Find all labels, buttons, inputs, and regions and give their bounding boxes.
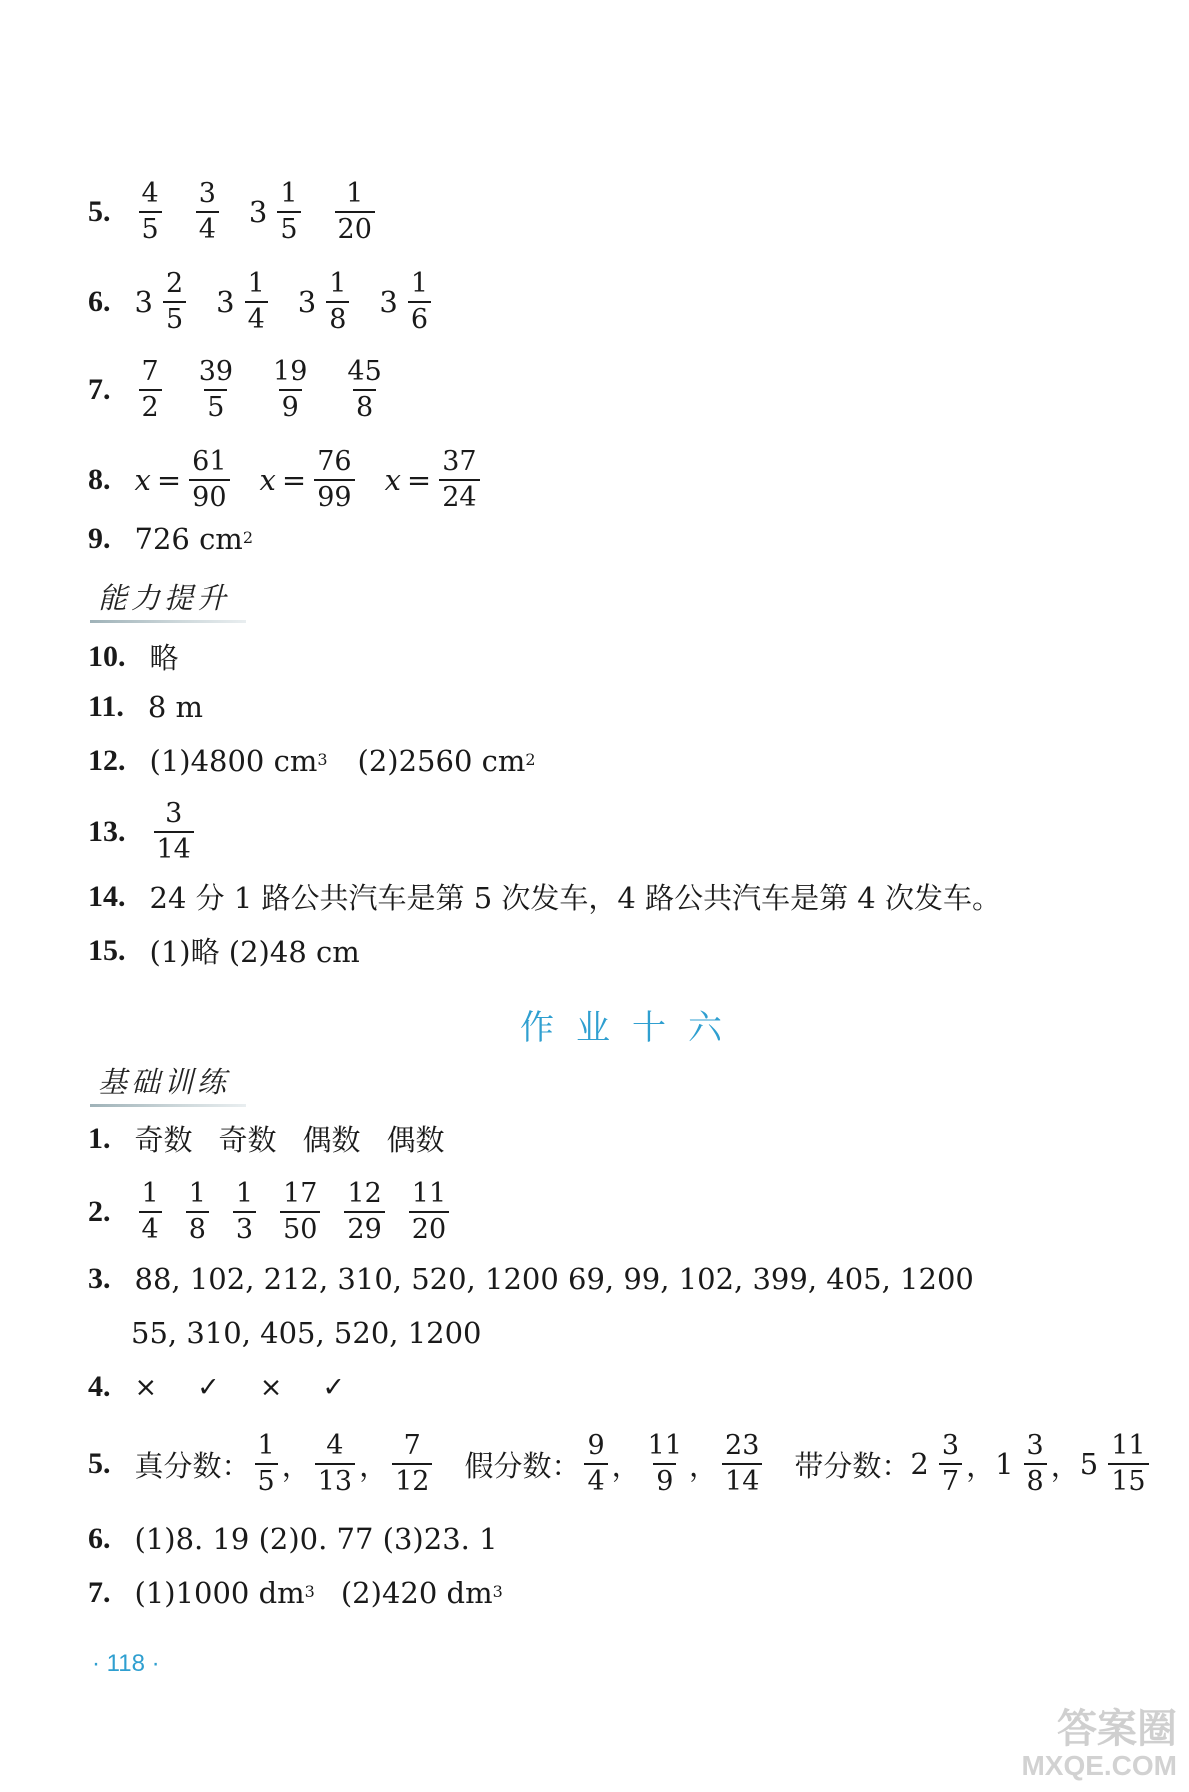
denominator: 29 [344,1211,384,1244]
whole-part: 3 [297,285,317,320]
denominator: 7 [939,1463,962,1496]
denominator: 9 [279,389,302,422]
numerator: 1 [280,178,298,209]
fraction [135,358,166,423]
denominator: 99 [314,479,354,512]
numerator: 1 [257,1430,275,1461]
proper-label: 真分数： [134,1448,251,1483]
answer-part-1: (1)1000 dm [134,1576,305,1610]
numerator: 1 [247,268,265,299]
fraction [340,358,388,423]
answer-line-b7 [88,1576,503,1610]
denominator: 24 [439,479,479,512]
answer-line-b4 [88,1370,385,1404]
answer-line-b3-continued [131,1316,482,1350]
separator: ， [611,1448,641,1483]
question-number: 8. [88,463,111,497]
denominator: 4 [196,211,219,244]
whole-part: 5 [1079,1447,1099,1482]
numerator: 7 [403,1430,421,1461]
fraction [315,1432,355,1497]
fraction [340,1180,388,1245]
denominator: 8 [353,389,376,422]
denominator: 5 [255,1463,278,1496]
numerator: 39 [198,356,234,387]
fraction [722,1432,762,1497]
fraction [645,1432,685,1497]
section-title-basic: 基础训练 [90,1060,240,1107]
whole-part: 3 [216,285,235,320]
section-title-ability: 能力提升 [90,576,240,623]
denominator: 14 [722,1463,762,1496]
denominator: 4 [139,1211,162,1244]
unit-exponent: 3 [304,1581,315,1601]
denominator: 6 [408,301,431,334]
fraction [276,1180,324,1245]
fraction [1024,1432,1047,1497]
numerator: 4 [141,178,159,209]
equation [260,448,359,513]
denominator: 3 [233,1211,256,1244]
answer-line-b1 [88,1118,471,1159]
numerator: 1 [410,268,429,299]
answer-word: 奇数 [218,1123,277,1157]
cross-mark-icon: × [259,1371,283,1403]
answer-line-5 [88,180,405,245]
answer-line-b3 [88,1262,974,1296]
question-number: 5. [88,1447,111,1481]
separator: ， [689,1448,719,1483]
question-number: 3. [88,1262,111,1295]
answer-part-2: (2)2560 cm [357,744,526,778]
answer-line-10 [88,636,179,677]
separator: ， [1050,1448,1080,1483]
denominator: 90 [189,479,229,512]
denominator: 20 [409,1211,449,1244]
numerator: 11 [411,1178,447,1209]
whole-part: 3 [134,285,153,320]
unit-exponent: 2 [525,749,536,769]
fraction [154,800,194,865]
separator: ， [966,1448,996,1483]
denominator: 2 [139,389,162,422]
question-number: 9. [88,522,111,555]
equals-sign: = [156,463,182,498]
watermark-url: MXQE.COM [1021,1750,1177,1782]
whole-part: 3 [379,285,398,320]
fraction [255,1432,278,1497]
numerator: 3 [941,1430,960,1461]
mixed-number [216,270,272,335]
fraction [266,358,314,423]
denominator: 9 [653,1463,676,1496]
answer-line-b6 [88,1522,498,1556]
whole-part: 1 [995,1447,1014,1482]
whole-part: 2 [910,1447,929,1482]
answer-line-14 [88,876,1001,917]
denominator: 4 [584,1463,607,1496]
numerator: 76 [317,446,352,477]
fraction [135,180,166,245]
watermark-title: 答案圈 [1057,1707,1177,1752]
numerator: 12 [347,1178,382,1209]
fraction [392,1432,432,1497]
question-number: 7. [88,1576,111,1609]
numerator: 3 [165,798,183,829]
denominator: 20 [335,211,375,244]
question-number: 1. [88,1121,111,1155]
numerator: 3 [1026,1430,1044,1461]
improper-label: 假分数： [464,1448,581,1483]
answer-line-6 [88,270,461,335]
fraction [192,180,223,245]
unit-exponent: 3 [317,749,328,769]
equation [135,448,234,513]
numerator: 2 [165,268,184,299]
question-number: 6. [88,1522,111,1555]
fraction [939,1432,962,1497]
fraction [229,1180,260,1245]
denominator: 14 [154,831,194,864]
answer-text: 726 cm [134,522,243,556]
whole-part: 3 [248,195,268,230]
fraction [135,1180,166,1245]
answer-line-8 [88,448,510,513]
answer-line-b5 [88,1432,1153,1497]
denominator: 12 [392,1463,432,1496]
question-number: 12. [88,744,126,777]
mixed-number [249,180,305,245]
answer-word: 奇数 [134,1123,193,1157]
denominator: 15 [1108,1463,1148,1496]
check-mark-icon: ✓ [197,1371,220,1403]
fraction [1108,1432,1148,1497]
denominator: 13 [315,1463,355,1496]
answer-text: (1)8. 19 (2)0. 77 (3)23. 1 [134,1522,498,1556]
question-number: 10. [88,639,126,673]
answer-line-9 [88,522,253,556]
check-mark-icon: ✓ [322,1371,345,1403]
mixed-number [298,270,354,335]
question-number: 15. [88,933,126,967]
numerator: 4 [326,1430,344,1461]
answer-line-7 [88,358,415,423]
answer-word: 偶数 [386,1123,445,1157]
fraction [405,1180,453,1245]
numerator: 1 [329,268,347,299]
unit-exponent: 3 [492,1581,503,1601]
answer-text: 88, 102, 212, 310, 520, 1200 69, 99, 102, 399, 405, 1200 [134,1262,974,1296]
question-number: 14. [88,879,126,913]
question-number: 5. [88,195,111,229]
equation [385,448,484,513]
numerator: 1 [188,1178,206,1209]
denominator: 8 [186,1211,209,1244]
answer-line-b2 [88,1180,469,1245]
answer-text: (1)略 (2)48 cm [149,935,360,969]
watermark-logo [1021,1707,1177,1782]
answer-line-15 [88,930,360,971]
cross-mark-icon: × [134,1371,158,1403]
unit-exponent: 2 [242,527,253,547]
answer-word: 偶数 [302,1123,361,1157]
answer-part-1: (1)4800 cm [149,744,318,778]
numerator: 7 [141,356,159,387]
numerator: 37 [442,446,477,477]
denominator: 5 [204,389,227,422]
answer-text: 24 分 1 路公共汽车是第 5 次发车，4 路公共汽车是第 4 次发车。 [149,881,1001,915]
denominator: 4 [245,301,268,334]
answer-text: 55, 310, 405, 520, 1200 [131,1316,482,1350]
answer-line-11 [88,690,203,724]
numerator: 11 [1111,1430,1146,1461]
numerator: 3 [198,178,216,209]
fraction [584,1432,607,1497]
answer-line-13 [88,800,198,865]
answer-text: 略 [149,641,179,675]
question-number: 4. [88,1370,111,1403]
answer-line-12 [88,744,536,778]
mixed-number [379,270,435,335]
question-number: 13. [88,815,126,849]
numerator: 9 [587,1430,605,1461]
assignment-heading: 作业十六 [520,1008,744,1048]
answer-text: 8 m [147,690,204,724]
question-number: 11. [88,690,124,723]
numerator: 1 [346,178,364,209]
question-number: 7. [88,373,111,407]
equals-sign: = [406,463,432,498]
separator: ， [359,1448,389,1483]
fraction [331,180,379,245]
numerator: 1 [141,1178,159,1209]
mixed-number [135,270,191,335]
denominator: 8 [326,301,349,334]
answer-part-2: (2)420 dm [340,1576,493,1610]
separator: ， [281,1448,311,1483]
numerator: 61 [192,446,227,477]
numerator: 23 [725,1430,760,1461]
page-number: · 118 · [92,1650,160,1677]
question-number: 2. [88,1195,111,1229]
denominator: 5 [139,211,162,244]
mixed-label: 带分数： [794,1448,911,1483]
numerator: 1 [235,1178,254,1209]
denominator: 8 [1024,1463,1047,1496]
fraction [192,358,240,423]
variable: x [384,463,401,498]
numerator: 11 [647,1430,683,1461]
denominator: 5 [277,211,300,244]
question-number: 6. [88,285,111,319]
numerator: 45 [347,356,382,387]
variable: x [259,463,276,498]
fraction [182,1180,213,1245]
numerator: 17 [283,1178,318,1209]
denominator: 50 [280,1211,320,1244]
variable: x [134,463,151,498]
denominator: 5 [163,301,186,334]
numerator: 19 [273,356,308,387]
equals-sign: = [281,463,307,498]
